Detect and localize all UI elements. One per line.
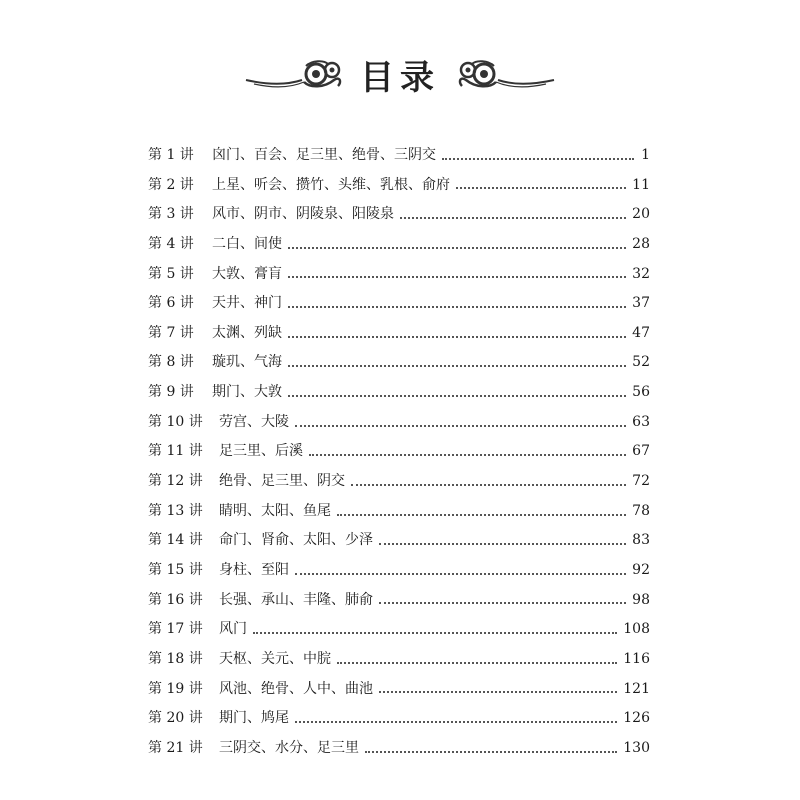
dot-leader (288, 365, 626, 367)
toc-entry[interactable] (148, 556, 650, 586)
lecture-number: 第 1 讲 (148, 147, 194, 163)
acupoint-list: 太渊、列缺 (212, 324, 282, 341)
lecture-number: 第 19 讲 (148, 680, 203, 697)
dot-leader (442, 158, 634, 160)
dot-leader (456, 187, 626, 189)
page-number: 130 (623, 739, 650, 756)
toc-entry[interactable] (148, 408, 650, 438)
dot-leader (379, 602, 626, 604)
lecture-number: 第 18 讲 (148, 650, 203, 667)
cloud-ornament-left-icon (244, 54, 344, 94)
page-number: 28 (632, 235, 650, 252)
cloud-ornament-right-icon (456, 54, 556, 94)
lecture-number: 第 12 讲 (148, 473, 203, 490)
dot-leader (288, 336, 626, 338)
toc-entry[interactable] (148, 200, 650, 230)
page-number: 72 (632, 473, 650, 490)
toc-entry[interactable] (148, 260, 650, 290)
lecture-number: 第 15 讲 (148, 561, 203, 578)
lecture-number: 第 13 讲 (148, 502, 203, 519)
lecture-number: 第 7 讲 (148, 324, 194, 341)
lecture-number: 第 17 讲 (148, 621, 203, 638)
acupoint-list: 大敦、膏肓 (212, 265, 282, 282)
dot-leader (365, 751, 617, 753)
acupoint-list: 睛明、太阳、鱼尾 (219, 502, 331, 519)
acupoint-list: 风门 (219, 621, 247, 638)
acupoint-list: 绝骨、足三里、阴交 (219, 473, 345, 490)
toc-entry[interactable] (148, 586, 650, 616)
dot-leader (351, 484, 626, 486)
acupoint-list: 璇玑、气海 (212, 354, 282, 371)
acupoint-list: 天井、神门 (212, 295, 282, 312)
page-number: 1 (641, 147, 650, 163)
acupoint-list: 囟门、百会、足三里、绝骨、三阴交 (212, 147, 436, 163)
toc-entry[interactable] (148, 437, 650, 467)
acupoint-list: 风市、阴市、阴陵泉、阳陵泉 (212, 206, 394, 223)
acupoint-list: 期门、大敦 (212, 384, 282, 401)
toc-entry[interactable] (148, 141, 650, 171)
acupoint-list: 身柱、至阳 (219, 561, 289, 578)
acupoint-list: 风池、绝骨、人中、曲池 (219, 680, 373, 697)
acupoint-list: 足三里、后溪 (219, 443, 303, 460)
lecture-number: 第 16 讲 (148, 591, 203, 608)
page-number: 108 (623, 621, 650, 638)
page-number: 11 (632, 176, 650, 193)
page-header (0, 42, 800, 106)
acupoint-list: 长强、承山、丰隆、肺俞 (219, 591, 373, 608)
table-of-contents (148, 141, 650, 763)
page-number: 67 (632, 443, 650, 460)
page-number: 83 (632, 532, 650, 549)
lecture-number: 第 4 讲 (148, 235, 194, 252)
dot-leader (379, 691, 617, 693)
page-number: 126 (623, 710, 650, 727)
lecture-number: 第 6 讲 (148, 295, 194, 312)
page-number: 52 (632, 354, 650, 371)
acupoint-list: 二白、间使 (212, 235, 282, 252)
lecture-number: 第 9 讲 (148, 384, 194, 401)
page-number: 121 (623, 680, 650, 697)
dot-leader (253, 632, 617, 634)
page-number: 20 (632, 206, 650, 223)
acupoint-list: 三阴交、水分、足三里 (219, 739, 359, 756)
acupoint-list: 天枢、关元、中脘 (219, 650, 331, 667)
dot-leader (400, 217, 626, 219)
toc-entry[interactable] (148, 319, 650, 349)
page-number: 92 (632, 561, 650, 578)
lecture-number: 第 14 讲 (148, 532, 203, 549)
dot-leader (288, 276, 626, 278)
toc-entry[interactable] (148, 171, 650, 201)
lecture-number: 第 21 讲 (148, 739, 203, 756)
toc-entry[interactable] (148, 467, 650, 497)
dot-leader (337, 662, 617, 664)
page-number: 47 (632, 324, 650, 341)
page-number: 32 (632, 265, 650, 282)
dot-leader (337, 514, 626, 516)
acupoint-list: 劳宫、大陵 (219, 413, 289, 430)
page-number: 37 (632, 295, 650, 312)
dot-leader (295, 721, 617, 723)
acupoint-list: 期门、鸠尾 (219, 710, 289, 727)
lecture-number: 第 20 讲 (148, 710, 203, 727)
acupoint-list: 命门、肾俞、太阳、少泽 (219, 532, 373, 549)
toc-entry[interactable] (148, 615, 650, 645)
toc-entry[interactable] (148, 378, 650, 408)
page-number: 78 (632, 502, 650, 519)
dot-leader (288, 395, 626, 397)
dot-leader (295, 425, 626, 427)
dot-leader (288, 247, 626, 249)
lecture-number: 第 2 讲 (148, 176, 194, 193)
acupoint-list: 上星、听会、攒竹、头维、乳根、俞府 (212, 176, 450, 193)
lecture-number: 第 10 讲 (148, 413, 203, 430)
lecture-number: 第 11 讲 (148, 443, 203, 460)
dot-leader (309, 454, 626, 456)
lecture-number: 第 8 讲 (148, 354, 194, 371)
lecture-number: 第 3 讲 (148, 206, 194, 223)
page-number: 63 (632, 413, 650, 430)
toc-entry[interactable] (148, 526, 650, 556)
page-number: 56 (632, 384, 650, 401)
toc-entry[interactable] (148, 675, 650, 705)
toc-entry[interactable] (148, 497, 650, 527)
page-number: 98 (632, 591, 650, 608)
dot-leader (288, 306, 626, 308)
dot-leader (379, 543, 626, 545)
toc-entry[interactable] (148, 645, 650, 675)
toc-entry[interactable] (148, 704, 650, 734)
toc-entry[interactable] (148, 348, 650, 378)
toc-entry[interactable] (148, 230, 650, 260)
toc-entry[interactable] (148, 289, 650, 319)
page-number: 116 (623, 650, 650, 667)
lecture-number: 第 5 讲 (148, 265, 194, 282)
page-title: 目录 (360, 57, 440, 98)
toc-entry[interactable] (148, 734, 650, 764)
dot-leader (295, 573, 626, 575)
